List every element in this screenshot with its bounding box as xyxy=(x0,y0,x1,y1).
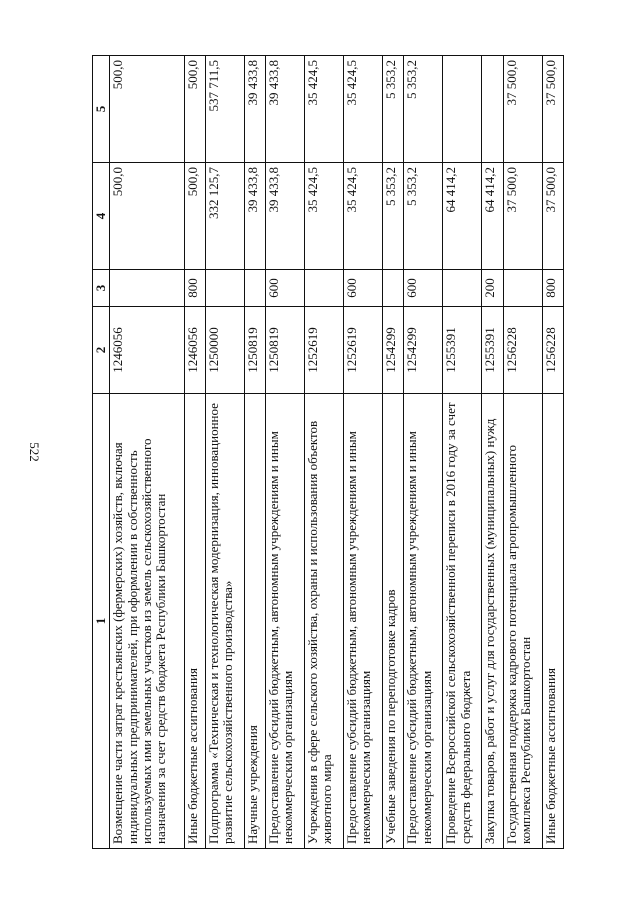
row-col5: 37 500,0 xyxy=(542,56,563,163)
table-row xyxy=(110,56,184,849)
row-code: 1255391 xyxy=(443,307,482,394)
table-row xyxy=(205,56,244,849)
row-code: 1250000 xyxy=(205,307,244,394)
row-name: Иные бюджетные ассигнования xyxy=(184,394,205,849)
table-row xyxy=(305,56,344,849)
row-col5: 5 353,2 xyxy=(383,56,404,163)
row-vr xyxy=(443,270,482,307)
row-code: 1250819 xyxy=(244,307,265,394)
row-col5: 39 433,8 xyxy=(244,56,265,163)
row-col4: 5 353,2 xyxy=(383,163,404,270)
row-name: Научные учреждения xyxy=(244,394,265,849)
row-name: Иные бюджетные ассигнования xyxy=(542,394,563,849)
row-col4: 500,0 xyxy=(184,163,205,270)
row-col4: 39 433,8 xyxy=(266,163,305,270)
row-vr: 800 xyxy=(184,270,205,307)
row-vr: 600 xyxy=(404,270,443,307)
row-name: Возмещение части затрат крестьянских (фермерских) хозяйств, включая индивидуальных предпринимателей, при оформлении в собственность используемых ими земельных участков из земель сельскохозяйственного назначения за счет средств бюджета Республики Башкортостан xyxy=(110,394,184,849)
table-row xyxy=(503,56,542,849)
row-code: 1254299 xyxy=(383,307,404,394)
row-col5: 500,0 xyxy=(110,56,184,163)
table-row xyxy=(184,56,205,849)
header-col-2: 2 xyxy=(93,307,110,394)
header-row xyxy=(93,56,110,849)
row-col4: 35 424,5 xyxy=(305,163,344,270)
header-col-4: 4 xyxy=(93,163,110,270)
row-vr xyxy=(205,270,244,307)
row-col5: 35 424,5 xyxy=(305,56,344,163)
table-row xyxy=(542,56,563,849)
row-vr: 800 xyxy=(542,270,563,307)
row-code: 1246056 xyxy=(110,307,184,394)
table-row xyxy=(344,56,383,849)
row-col5: 500,0 xyxy=(184,56,205,163)
row-col4: 35 424,5 xyxy=(344,163,383,270)
row-col5: 537 711,5 xyxy=(205,56,244,163)
row-col4: 5 353,2 xyxy=(404,163,443,270)
row-code: 1255391 xyxy=(482,307,503,394)
table-row xyxy=(244,56,265,849)
row-name: Проведение Всероссийской сельскохозяйственной переписи в 2016 году за счет средств федерального бюджета xyxy=(443,394,482,849)
header-col-5: 5 xyxy=(93,56,110,163)
row-vr xyxy=(244,270,265,307)
header-col-3: 3 xyxy=(93,270,110,307)
row-name: Учреждения в сфере сельского хозяйства, охраны и использования объектов животного мира xyxy=(305,394,344,849)
row-col5: 37 500,0 xyxy=(503,56,542,163)
row-col5 xyxy=(443,56,482,163)
table-row xyxy=(383,56,404,849)
table-row xyxy=(482,56,503,849)
row-code: 1256228 xyxy=(503,307,542,394)
table-row xyxy=(404,56,443,849)
row-vr xyxy=(305,270,344,307)
row-col4: 500,0 xyxy=(110,163,184,270)
row-name: Предоставление субсидий бюджетным, автономным учреждениям и иным некоммерческим организациям xyxy=(266,394,305,849)
row-name: Государственная поддержка кадрового потенциала агропромышленного комплекса Республики Башкортостан xyxy=(503,394,542,849)
row-name: Учебные заведения по переподготовке кадров xyxy=(383,394,404,849)
row-col5: 39 433,8 xyxy=(266,56,305,163)
row-code: 1250819 xyxy=(266,307,305,394)
row-name: Закупка товаров, работ и услуг для государственных (муниципальных) нужд xyxy=(482,394,503,849)
row-name: Предоставление субсидий бюджетным, автономным учреждениям и иным некоммерческим организациям xyxy=(344,394,383,849)
table-row xyxy=(443,56,482,849)
row-vr xyxy=(383,270,404,307)
row-col4: 64 414,2 xyxy=(443,163,482,270)
budget-table-container xyxy=(92,56,564,849)
row-col4: 37 500,0 xyxy=(542,163,563,270)
row-col4: 332 125,7 xyxy=(205,163,244,270)
row-name: Подпрограмма «Техническая и технологическая модернизация, инновационное развитие сельскохозяйственного производства» xyxy=(205,394,244,849)
row-code: 1254299 xyxy=(404,307,443,394)
row-code: 1246056 xyxy=(184,307,205,394)
header-col-1: 1 xyxy=(93,394,110,849)
row-col5: 35 424,5 xyxy=(344,56,383,163)
table-row xyxy=(266,56,305,849)
row-col5 xyxy=(482,56,503,163)
row-code: 1256228 xyxy=(542,307,563,394)
row-code: 1252619 xyxy=(344,307,383,394)
row-col4: 64 414,2 xyxy=(482,163,503,270)
row-vr xyxy=(110,270,184,307)
budget-table xyxy=(92,55,564,849)
row-vr: 600 xyxy=(344,270,383,307)
row-code: 1252619 xyxy=(305,307,344,394)
row-name: Предоставление субсидий бюджетным, автономным учреждениям и иным некоммерческим организациям xyxy=(404,394,443,849)
row-vr: 600 xyxy=(266,270,305,307)
row-vr: 200 xyxy=(482,270,503,307)
row-col4: 37 500,0 xyxy=(503,163,542,270)
row-col5: 5 353,2 xyxy=(404,56,443,163)
row-vr xyxy=(503,270,542,307)
page-number: 522 xyxy=(27,442,42,462)
row-col4: 39 433,8 xyxy=(244,163,265,270)
